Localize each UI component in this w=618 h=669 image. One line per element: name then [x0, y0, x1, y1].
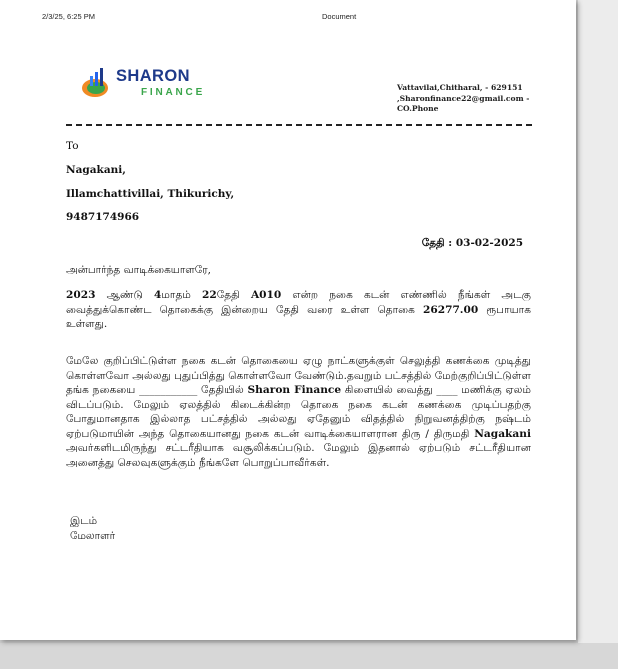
recipient-place: Illamchattivillai, Thikurichy, [66, 188, 235, 200]
print-datetime: 2/3/25, 6:25 PM [42, 12, 95, 21]
blank-time: ____ [436, 384, 458, 396]
branch-name: Sharon Finance [247, 384, 342, 396]
recipient-name: Nagakani, [66, 164, 126, 176]
to-label: To [66, 140, 79, 152]
paragraph-loan-balance: 2023 ஆண்டு 4மாதம் 22தேதி A010 என்ற நகை கடன் எண்ணில் நீங்கள் அடகு வைத்துக்கொண்ட தொகைக்கு இன்றைய தேதி வரை உள்ள தொகை 26277.00 ரூபாயாக உள்ளது. [66, 289, 535, 330]
address-line-1: Vattavilai,Chitharal, - 629151 [397, 83, 523, 92]
salutation: அன்பார்ந்த வாடிக்கையாளரே, [66, 264, 211, 276]
viewer-bottom-strip [0, 643, 618, 669]
loan-year: 2023 [66, 289, 96, 301]
loan-number: A010 [250, 289, 282, 301]
place-label: இடம் [70, 515, 98, 527]
loan-amount: 26277.00 [422, 303, 479, 316]
paragraph-auction-notice: மேலே குறிப்பிட்டுள்ள நகை கடன் தொகையை ஏழு நாட்களுக்குள் செலுத்தி கணக்கை முடித்து கொள்ளவோ அல்லது புதுப்பித்து கொள்ளவோ வேண்டும்.தவறும் பட்சத்தில் மேற்குறிப்பிட்டுள்ள தங்க நகையை ___________ தேதியில் Sharon Finance கிளையில் வைத்து ____ மணிக்கு ஏலம் விடப்படும். மேலும் ஏலத்தில் கிடைக்கின்ற தொகை நகை கடன் கணக்கை முடிப்பதற்கு போதுமானதாக இல்லாத பட்சத்தில் அல்லது ஏதேனும் விதத்தில் நிறுவனத்திற்கு நஷ்டம் ஏற்படுமாயின் அந்த தொகையானது நகை கடன் வாடிக்கையாளரான திரு / திருமதி Nagakani அவர்களிடமிருந்து சட்டரீதியாக வசூலிக்கப்படும். மேலும் இதனால் ஏற்படும் சட்டரீதியான அனைத்து செலவுகளுக்கும் நீங்களே பொறுப்பாவீர்கள். [66, 355, 535, 469]
print-title: Document [322, 12, 357, 21]
brand-name: SHARON [116, 67, 190, 85]
loan-day: 22 [202, 289, 217, 301]
address-line-2: ,Sharonfinance22@gmail.com - [397, 93, 530, 103]
company-address [397, 83, 547, 115]
manager-label: மேலாளர் [70, 530, 116, 542]
address-line-3: CO.Phone [397, 104, 439, 113]
customer-name: Nagakani [474, 427, 531, 440]
viewer-side-strip [578, 0, 618, 669]
notice-date: தேதி : 03-02-2025 [421, 237, 523, 249]
brand-subname: FINANCE [141, 87, 206, 98]
recipient-phone: 9487174966 [66, 211, 140, 223]
blank-date: ___________ [139, 384, 198, 396]
header-divider [66, 124, 532, 126]
loan-month: 4 [154, 289, 162, 301]
